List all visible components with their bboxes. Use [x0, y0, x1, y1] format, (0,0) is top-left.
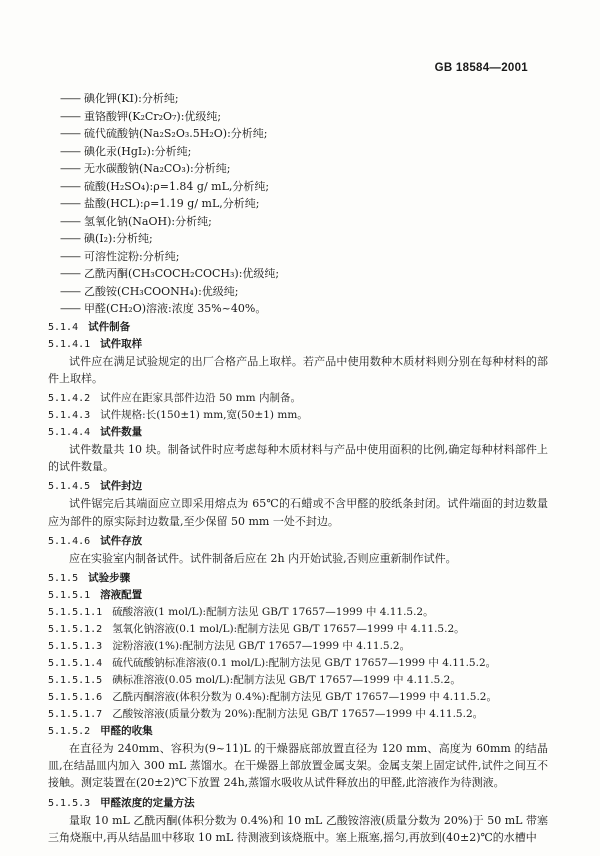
reagent-text: 乙酰丙酮(CH₃COCH₂COCH₃):优级纯;	[84, 267, 280, 280]
section-text: 淀粉溶液(1%):配制方法见 GB/T 17657—1999 中 4.11.5.2。	[112, 639, 411, 652]
list-dash: ——	[60, 214, 80, 228]
section-text: 乙酰丙酮溶液(体积分数为 0.4%):配制方法见 GB/T 17657—1999 中 4.11.5.2。	[112, 690, 497, 703]
section-text: 碘标准溶液(0.05 mol/L):配制方法见 GB/T 17657—1999 中 4.11.5.2。	[112, 673, 461, 686]
reagent-item	[48, 90, 548, 108]
section-number: 5.1.4	[48, 321, 79, 333]
section-number: 5.1.5.1.7	[48, 708, 103, 720]
section-number: 5.1.5.2	[48, 725, 91, 737]
section-number: 5.1.5.1.3	[48, 640, 103, 652]
section-heading	[48, 794, 548, 811]
section-heading	[48, 705, 548, 722]
reagent-item	[48, 213, 548, 231]
section-heading	[48, 620, 548, 637]
reagent-item	[48, 160, 548, 178]
body-paragraph: 在直径为 240mm、容积为(9~11)L 的干燥器底部放置直径为 120 mm、高度为 60mm 的结晶皿,在结晶皿内加入 300 mL 蒸馏水。在干燥器上部放置金属支架。金属支架上固定试件,试件之间互不接触。测定装置在(20±2)℃下放置 24h,蒸馏水吸收从试件释放出的甲醛,此溶液作为待测液。	[48, 741, 548, 790]
section-number: 5.1.5.1.4	[48, 657, 103, 669]
section-title: 试件存放	[100, 534, 143, 547]
reagent-text: 氢氧化钠(NaOH):分析纯;	[84, 214, 212, 228]
section-title: 甲醛的收集	[100, 724, 153, 737]
reagent-item	[48, 248, 548, 266]
section-heading	[48, 603, 548, 620]
section-heading	[48, 318, 548, 335]
reagent-list	[48, 90, 548, 318]
reagent-item	[48, 108, 548, 126]
section-heading	[48, 569, 548, 586]
reagent-text: 重铬酸钾(K₂Cr₂O₇):优级纯;	[84, 109, 222, 123]
section-heading	[48, 389, 548, 406]
reagent-item	[48, 143, 548, 161]
section-number: 5.1.5	[48, 572, 79, 584]
reagent-text: 可溶性淀粉:分析纯;	[84, 249, 180, 263]
section-number: 5.1.4.5	[48, 481, 91, 493]
section-heading	[48, 671, 548, 688]
list-dash: ——	[60, 267, 80, 280]
list-dash: ——	[60, 179, 80, 193]
reagent-item	[48, 300, 548, 318]
section-number: 5.1.4.2	[48, 392, 91, 404]
reagent-text: 盐酸(HCL):ρ=1.19 g/ mL,分析纯;	[84, 197, 260, 210]
section-number: 5.1.4.1	[48, 338, 91, 350]
section-blocks	[48, 318, 548, 846]
section-number: 5.1.4.3	[48, 409, 91, 421]
section-heading	[48, 406, 548, 423]
body-paragraph: 应在实验室内制备试件。试件制备后应在 2h 内开始试验,否则应重新制作试件。	[69, 551, 457, 565]
section-number: 5.1.5.1.5	[48, 674, 103, 686]
section-number: 5.1.5.1.2	[48, 623, 103, 635]
list-dash: ——	[60, 249, 80, 263]
reagent-item	[48, 283, 548, 301]
list-dash: ——	[60, 127, 80, 140]
section-title: 试件取样	[100, 337, 143, 350]
section-heading	[48, 637, 548, 654]
body-paragraph: 量取 10 mL 乙酰丙酮(体积分数为 0.4%)和 10 mL 乙酸铵溶液(质量分数为 20%)于 50 mL 带塞三角烧瓶中,再从结晶皿中移取 10 mL 待测液到该烧瓶中。塞上瓶塞,摇匀,再放到(40±2)℃的水槽中	[48, 813, 548, 844]
section-title: 试验步骤	[88, 571, 131, 584]
section-heading	[48, 423, 548, 440]
section-text: 氢氧化钠溶液(0.1 mol/L):配制方法见 GB/T 17657—1999 中 4.11.5.2。	[112, 622, 465, 635]
section-number: 5.1.5.1	[48, 589, 91, 601]
list-dash: ——	[60, 197, 80, 210]
section-number: 5.1.5.1.1	[48, 606, 103, 618]
list-dash: ——	[60, 109, 80, 123]
reagent-item	[48, 230, 548, 248]
reagent-text: 碘(I₂):分析纯;	[84, 232, 153, 245]
section-heading	[48, 477, 548, 494]
section-title: 试件制备	[88, 320, 131, 333]
section-text: 试件应在距家具部件边沿 50 mm 内制备。	[100, 391, 301, 404]
section-title: 溶液配置	[100, 588, 143, 601]
list-dash: ——	[60, 284, 80, 298]
section-number: 5.1.4.4	[48, 426, 91, 438]
reagent-item	[48, 195, 548, 213]
list-dash: ——	[60, 92, 80, 105]
reagent-item	[48, 178, 548, 196]
reagent-text: 碘化汞(HgI₂):分析纯;	[84, 144, 192, 158]
section-heading	[48, 586, 548, 603]
reagent-item	[48, 125, 548, 143]
reagent-item	[48, 265, 548, 283]
section-title: 甲醛浓度的定量方法	[100, 796, 195, 809]
list-dash: ——	[60, 144, 80, 158]
section-text: 乙酸铵溶液(质量分数为 20%):配制方法见 GB/T 17657—1999 中 4.11.5.2。	[112, 707, 484, 720]
section-number: 5.1.5.1.6	[48, 691, 103, 703]
reagent-text: 甲醛(CH₂O)溶液:浓度 35%~40%。	[84, 302, 267, 315]
section-text: 试件规格:长(150±1) mm,宽(50±1) mm。	[100, 408, 308, 421]
section-title: 试件数量	[100, 425, 143, 438]
list-dash: ——	[60, 232, 80, 245]
reagent-text: 碘化钾(KI):分析纯;	[84, 92, 179, 105]
list-dash: ——	[60, 162, 80, 175]
reagent-text: 无水碳酸钠(Na₂CO₃):分析纯;	[84, 162, 231, 175]
section-text: 硫代硫酸钠标准溶液(0.1 mol/L):配制方法见 GB/T 17657—1999 中 4.11.5.2。	[112, 656, 497, 669]
document-body	[48, 90, 548, 848]
section-heading	[48, 654, 548, 671]
reagent-text: 硫酸(H₂SO₄):ρ=1.84 g/ mL,分析纯;	[84, 179, 270, 193]
section-heading	[48, 722, 548, 739]
body-paragraph: 试件锯完后其端面应立即采用熔点为 65℃的石蜡或不含甲醛的胶纸条封闭。试件端面的封边数量应为部件的原实际封边数量,至少保留 50 mm 一处不封边。	[48, 497, 548, 528]
section-heading	[48, 532, 548, 549]
body-paragraph: 试件数量共 10 块。制备试件时应考虑每种木质材料与产品中使用面积的比例,确定每种材料部件上的试件数量。	[48, 442, 548, 474]
section-heading	[48, 688, 548, 705]
reagent-text: 硫代硫酸钠(Na₂S₂O₃.5H₂O):分析纯;	[84, 127, 268, 140]
list-dash: ——	[60, 302, 80, 315]
standard-code-header: GB 18584—2001	[434, 62, 528, 74]
section-text: 硫酸溶液(1 mol/L):配制方法见 GB/T 17657—1999 中 4.11.5.2。	[112, 605, 434, 618]
section-number: 5.1.4.6	[48, 535, 91, 547]
reagent-text: 乙酸铵(CH₃COONH₄):优级纯;	[84, 284, 239, 298]
body-paragraph: 试件应在满足试验规定的出厂合格产品上取样。若产品中使用数种木质材料则分别在每种材料的部件上取样。	[48, 354, 548, 385]
section-heading	[48, 335, 548, 352]
section-number: 5.1.5.3	[48, 797, 91, 809]
section-title: 试件封边	[100, 480, 143, 493]
